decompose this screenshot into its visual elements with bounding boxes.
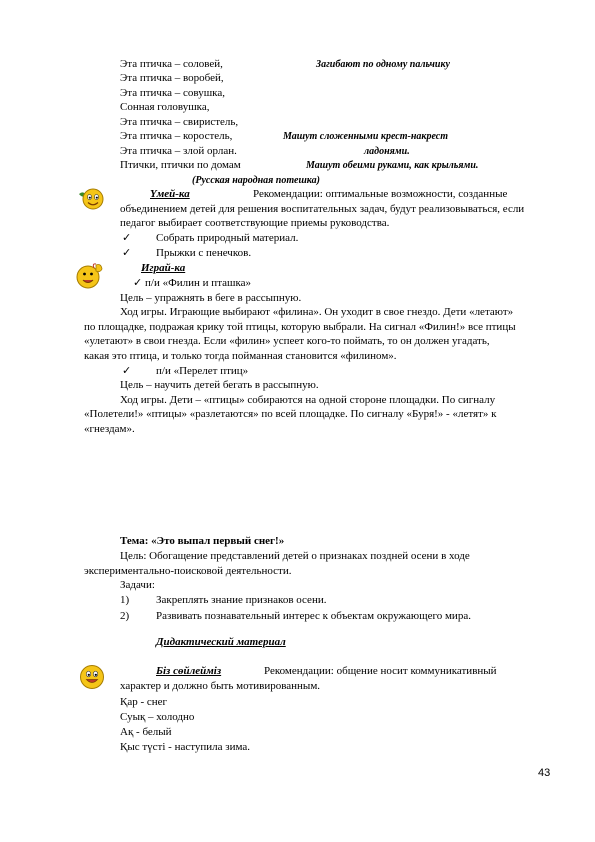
topic-goal: экспериментально-поисковой деятельности. (84, 565, 292, 577)
task-number: 1) (120, 594, 130, 606)
topic-goal: Цель: Обогащение представлений детей о признаках поздней осени в ходе (120, 550, 470, 562)
topic-title: Тема: «Это выпал первый снег!» (120, 535, 285, 547)
list-item: Прыжки с пенечков. (156, 247, 252, 259)
recommendation-text: Рекомендации: оптимальные возможности, созданные (253, 188, 508, 200)
page-number: 43 (538, 767, 551, 779)
vocab-item: Қыс түсті - наступила зима. (120, 741, 251, 753)
poem-line: Эта птичка – коростель, (120, 130, 233, 142)
poem-line: Эта птичка – воробей, (120, 72, 224, 84)
game-title: п/и «Перелет птиц» (156, 365, 249, 377)
vocab-item: Қар - снег (120, 696, 168, 708)
recommendation-text: Рекомендации: общение носит коммуникативный (264, 665, 497, 677)
recommendation-text: объединением детей для решения воспитательных задач, будут реализовываться, если (120, 203, 525, 215)
poem-line: Сонная головушка, (120, 101, 210, 113)
game-description: «гнездам». (84, 423, 135, 435)
vocab-item: Суық – холодно (120, 711, 195, 723)
didactic-heading: Дидактический материал (156, 636, 286, 648)
game-description: Ход игры. Дети – «птицы» собираются на одной стороне площадки. По сигналу (120, 394, 496, 406)
poem-source: (Русская народная потешка) (192, 175, 320, 186)
list-item: Собрать природный материал. (156, 232, 299, 244)
poem-action: Машут обеими руками, как крыльями. (306, 160, 479, 171)
game-description: какая это птица, и только тогда пойманная становится «филином». (84, 350, 397, 362)
tasks-label: Задачи: (120, 579, 155, 591)
recommendation-text: характер и должно быть мотивированным. (120, 680, 321, 692)
poem-line: Эта птичка – злой орлан. (120, 145, 237, 157)
check-mark-icon: ✓ (122, 365, 132, 377)
smiley-face-icon (74, 261, 104, 291)
game-description: «улетают» в свои гнезда. Если «филин» успеет кого-то поймать, то он должен угадать, (84, 335, 490, 347)
game-goal: Цель – научить детей бегать в рассыпную. (120, 379, 319, 391)
poem-line: Эта птичка – совушка, (120, 87, 225, 99)
smiley-face-icon (78, 663, 106, 691)
poem-line: Эта птичка – свиристель, (120, 116, 239, 128)
game-title: п/и «Филин и пташка» (145, 277, 252, 289)
section-heading: Үмей-ка (150, 188, 190, 200)
smiley-face-icon (76, 186, 106, 212)
task-text: Закреплять знание признаков осени. (156, 594, 327, 606)
poem-action: Загибают по одному пальчику (316, 59, 450, 70)
task-number: 2) (120, 610, 130, 622)
check-mark-icon: ✓ (122, 232, 132, 244)
poem-action: ладонями. (364, 146, 410, 157)
section-heading: Играй-ка (141, 262, 186, 274)
poem-action: Машут сложенными крест-накрест (283, 131, 448, 142)
check-mark-icon: ✓ (133, 277, 143, 289)
section-heading: Біз сөйлейміз (156, 665, 222, 677)
recommendation-text: педагог выбирает соответствующие приемы руководства. (120, 217, 390, 229)
task-text: Развивать познавательный интерес к объектам окружающего мира. (156, 610, 471, 622)
poem-line: Эта птичка – соловей, (120, 58, 223, 70)
game-description: по площадке, подражая крику той птицы, которую выбрали. На сигнал «Филин!» все птицы (84, 321, 516, 333)
check-mark-icon: ✓ (122, 247, 132, 259)
game-description: Ход игры. Играющие выбирают «филина». Он уходит в свое гнездо. Дети «летают» (120, 306, 514, 318)
poem-line: Птички, птички по домам (120, 159, 241, 171)
game-goal: Цель – упражнять в беге в рассыпную. (120, 292, 302, 304)
vocab-item: Ақ - белый (120, 726, 172, 738)
game-description: «Полетели!» «птицы» «разлетаются» по всей площадке. По сигналу «Буря!» - «летят» к (84, 408, 497, 420)
